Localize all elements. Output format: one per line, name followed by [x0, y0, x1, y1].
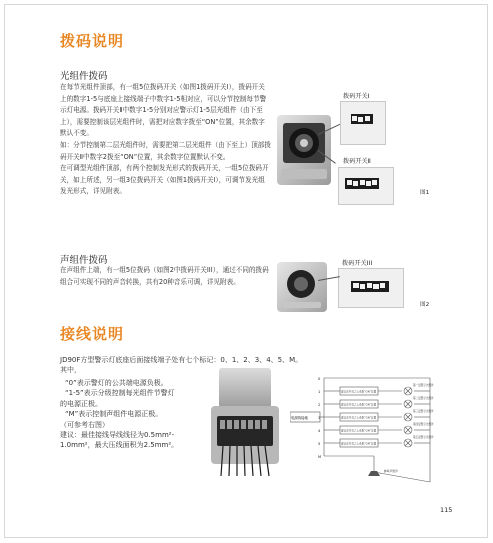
- wiring-notes: [60, 378, 212, 451]
- terminal-label: 0: [318, 377, 321, 381]
- wiring-line: “1-5”表示分级控制每光组件节警灯: [65, 389, 175, 398]
- terminal-label: 2: [318, 403, 321, 407]
- buzzer-icon: [368, 471, 430, 482]
- wiring-line: 1.0mm²，最大压线面积为2.5mm²。: [60, 441, 179, 450]
- sound-module-photo: [277, 262, 327, 312]
- sound-group-heading: 声组件拨码: [60, 255, 108, 266]
- switch-box-label: 建议在开关之上选取“ON”位置: [341, 390, 377, 394]
- source-label: 电源线接地: [291, 416, 308, 420]
- page-number: 115: [440, 506, 453, 514]
- sound-group-paragraph: 在声组件上端，有一组5位拨码（如图2中拨码开关III），通过不同的拨码组合可实现不同的声音转换，共有20种音乐可调，详见附表。: [60, 266, 269, 286]
- switch-2-detail: [338, 167, 394, 205]
- wiring-line: 建议：最佳接线导线线径为0.5mm²-: [60, 431, 175, 440]
- switch-1-detail: [340, 101, 386, 145]
- lamp-label: 第四层警示光组件: [413, 423, 434, 426]
- switch-box-label: 建议在开关之上选取“ON”位置: [341, 416, 377, 420]
- switch-box-label: 建议在开关之上选取“ON”位置: [341, 429, 377, 433]
- light-group-paragraph: 在可调型光组件顶部，有两个控制发光形式的拨码开关，一组5位拨码开关，如上所述，另一组3位拨码开关（如图1拨码开关Ⅰ），可调节发光组发光形式，详见附表。: [60, 164, 269, 196]
- wiring-line: “0”表示警灯的公共端电源负极。: [65, 379, 168, 387]
- switch-3-detail: [338, 268, 404, 308]
- switch-label-2: 拨码开关Ⅱ: [343, 158, 371, 165]
- terminal-label: 4: [318, 429, 321, 433]
- switch-box-label: 建议在开关之上选取“ON”位置: [341, 442, 377, 446]
- dip-switch-sound: [351, 281, 389, 292]
- wiring-line: “M”表示控制声组件电源正极。: [65, 410, 163, 419]
- lamp-label: 第五层警示光组件: [413, 436, 434, 439]
- sound-group-text: [60, 265, 271, 288]
- figure-label-2: 图2: [420, 302, 430, 308]
- switch-label-3: 拨码开关III: [342, 260, 373, 267]
- terminal-label: 5: [318, 442, 321, 446]
- light-module-photo: [277, 115, 331, 185]
- wiring-line: （可参考右图）: [60, 420, 109, 429]
- terminal-label: 1: [318, 390, 321, 394]
- light-group-text: [60, 82, 271, 198]
- wiring-line: JD90F方型警示灯底座后面接线端子处有七个标记：0、1、2、3、4、5、M。: [60, 356, 303, 364]
- lamp-icon: [404, 439, 412, 447]
- wiring-line: 其中，: [60, 366, 81, 375]
- wiring-diagram: [290, 372, 440, 484]
- light-group-paragraph: 如：分节控制第二层光组件时，需要把第二层光组件（由下至上）顶部拨码开关Ⅱ中数字2拨至“ON”位置，其余数字位置默认不变。: [60, 140, 271, 161]
- buzzer-label: 蜂鸣声组件: [384, 469, 398, 473]
- dip-switch-3pos: [351, 114, 373, 124]
- lamp-label: 第一层警示光组件: [413, 384, 434, 387]
- lamp-icon: [404, 400, 412, 408]
- wiring-section-title: 接线说明: [60, 325, 125, 343]
- lamp-icon: [404, 426, 412, 434]
- switch-box-label: 建议在开关之上选取“ON”位置: [341, 403, 377, 407]
- dip-switch-5pos: [345, 178, 379, 189]
- lamp-label: 第三层警示光组件: [413, 410, 434, 413]
- light-group-paragraph: 在每节光组件顶部，有一组5位拨码开关（如图1拨码开关Ⅰ），拨码开关上的数字1-5与底座上接线端子中数字1-5相对应，可以分节控制每节警示灯电源。拨码开关Ⅱ中数字1-5分别对应警示灯1-5层光组件（由下至上），需要控制该层光组件时，需把对应数字拨至“ON”位置，其余数字默认不变。: [60, 83, 267, 138]
- lamp-icon: [404, 387, 412, 395]
- light-group-heading: 光组件拨码: [60, 71, 108, 82]
- figure-label-1: 图1: [420, 190, 430, 196]
- dip-section-title: 拨码说明: [60, 32, 125, 50]
- lamp-icon: [404, 413, 412, 421]
- base-terminal-photo: [205, 368, 285, 478]
- lamp-label: 第二层警示光组件: [413, 397, 434, 400]
- wiring-line: 的电源正极。: [60, 399, 102, 408]
- terminal-label: 3: [318, 416, 321, 420]
- switch-label-1: 拨码开关Ⅰ: [343, 93, 370, 100]
- terminal-label: M: [318, 455, 322, 459]
